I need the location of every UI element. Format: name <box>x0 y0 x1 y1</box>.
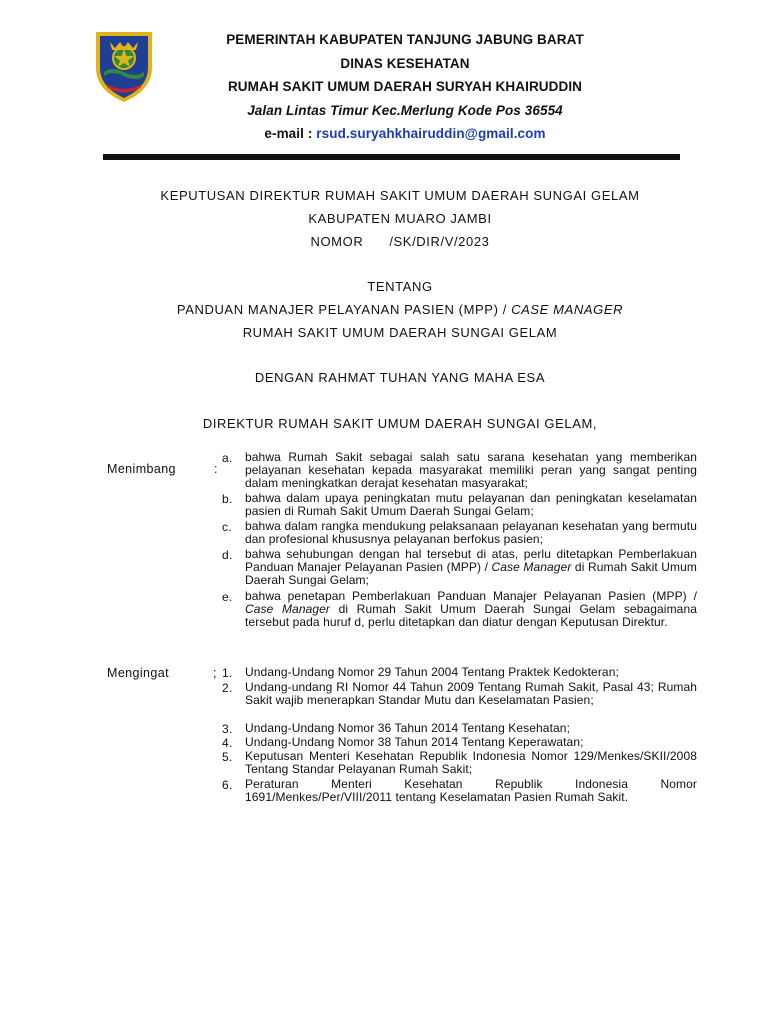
consideration-marker: c. <box>222 520 232 534</box>
about-subject-text: PANDUAN MANAJER PELAYANAN PASIEN (MPP) / <box>176 302 512 317</box>
reference-marker: 2. <box>222 681 233 695</box>
reference-marker: 5. <box>222 750 233 764</box>
consideration-text: bahwa penetapan Pemberlakuan Panduan Manajer Pelayanan Pasien (MPP) / <box>245 589 697 603</box>
consideration-item <box>245 590 697 629</box>
consideration-item: bahwa dalam rangka mendukung pelaksanaan pelayanan kesehatan yang bermutu dan profesional khususnya pelayanan berfokus pasien; <box>245 519 697 546</box>
crest-logo-icon <box>90 28 158 104</box>
decree-number <box>100 234 700 249</box>
consideration-marker: e. <box>222 590 233 604</box>
reference-item: Undang-Undang Nomor 29 Tahun 2004 Tentang Praktek Kedokteran; <box>245 665 619 679</box>
nomor-label: NOMOR <box>310 234 364 249</box>
consideration-item: bahwa Rumah Sakit sebagai salah satu sarana kesehatan yang memberikan pelayanan kesehatan kepada masyarakat memiliki peran yang sangat penting dalam meningkatkan derajat kesehatan masyarakat; <box>245 450 697 490</box>
consideration-text: di Rumah Sakit Umum Daerah Sungai Gelam; <box>245 560 697 587</box>
consideration-marker: d. <box>222 548 233 562</box>
decree-title: KEPUTUSAN DIREKTUR RUMAH SAKIT UMUM DAERAH SUNGAI GELAM <box>160 188 640 203</box>
reference-marker: 6. <box>222 778 233 792</box>
consideration-text: bahwa sehubungan dengan hal tersebut di atas, perlu ditetapkan Pemberlakuan Panduan Manajer Pelayanan Pasien (MPP) / <box>245 547 697 574</box>
consideration-item: bahwa dalam upaya peningkatan mutu pelayanan dan peningkatan keselamatan pasien di Rumah Sakit Umum Daerah Sungai Gelam; <box>245 491 697 518</box>
letterhead-hospital: RUMAH SAKIT UMUM DAERAH SURYAH KHAIRUDDIN <box>227 79 583 94</box>
email-link[interactable]: rsud.suryahkhairuddin@gmail.com <box>316 126 546 141</box>
consideration-text: di Rumah Sakit Umum Daerah Sungai Gelam sebagaimana tersebut pada huruf d, perlu ditetapkan dan diatur dengan Keputusan Direktur. <box>245 602 697 629</box>
letterhead-address: Jalan Lintas Timur Kec.Merlung Kode Pos 36554 <box>247 102 563 118</box>
about-subject <box>100 302 700 317</box>
reference-item: Undang-Undang Nomor 38 Tahun 2014 Tentang Keperawatan; <box>245 735 584 749</box>
blessing-line: DENGAN RAHMAT TUHAN YANG MAHA ESA <box>254 370 546 385</box>
reference-marker: 3. <box>222 722 233 736</box>
nomor-value: /SK/DIR/V/2023 <box>389 234 490 249</box>
reference-item: Undang-undang RI Nomor 44 Tahun 2009 Tentang Rumah Sakit, Pasal 43; Rumah Sakit wajib menerapkan Standar Mutu dan Keselamatan Pasien; <box>245 680 697 707</box>
reference-item: Undang-Undang Nomor 36 Tahun 2014 Tentang Kesehatan; <box>245 721 570 735</box>
menimbang-label: Menimbang <box>107 462 176 476</box>
consideration-italic: Case Manager <box>491 560 572 574</box>
reference-marker: 4. <box>222 736 233 750</box>
letterhead-government: PEMERINTAH KABUPATEN TANJUNG JABUNG BARAT <box>226 32 584 47</box>
about-subject-italic: CASE MANAGER <box>511 302 624 317</box>
reference-item: Keputusan Menteri Kesehatan Republik Indonesia Nomor 129/Menkes/SKII/2008 Tentang Standar Pelayanan Rumah Sakit; <box>245 749 697 776</box>
consideration-marker: a. <box>222 451 233 465</box>
letterhead-agency: DINAS KESEHATAN <box>340 55 470 71</box>
about-hospital: RUMAH SAKIT UMUM DAERAH SUNGAI GELAM <box>242 325 558 340</box>
reference-item: Peraturan Menteri Kesehatan Republik Indonesia Nomor 1691/Menkes/Per/VIII/2011 tentang Keselamatan Pasien Rumah Sakit. <box>245 777 697 804</box>
email-label: e-mail : <box>264 126 317 141</box>
about-heading: TENTANG <box>367 279 433 294</box>
mengingat-colon: ; <box>213 666 217 680</box>
letterhead <box>160 28 650 146</box>
consideration-marker: b. <box>222 492 233 506</box>
consideration-italic: Case Manager <box>245 602 331 616</box>
consideration-item <box>245 548 697 587</box>
director-line: DIREKTUR RUMAH SAKIT UMUM DAERAH SUNGAI GELAM, <box>202 416 598 431</box>
letterhead-divider <box>103 154 680 160</box>
menimbang-colon: : <box>214 462 218 476</box>
letterhead-email-row <box>160 122 650 146</box>
mengingat-label: Mengingat <box>107 666 169 680</box>
decree-regency: KABUPATEN MUARO JAMBI <box>308 211 492 226</box>
reference-marker: 1. <box>222 666 233 680</box>
